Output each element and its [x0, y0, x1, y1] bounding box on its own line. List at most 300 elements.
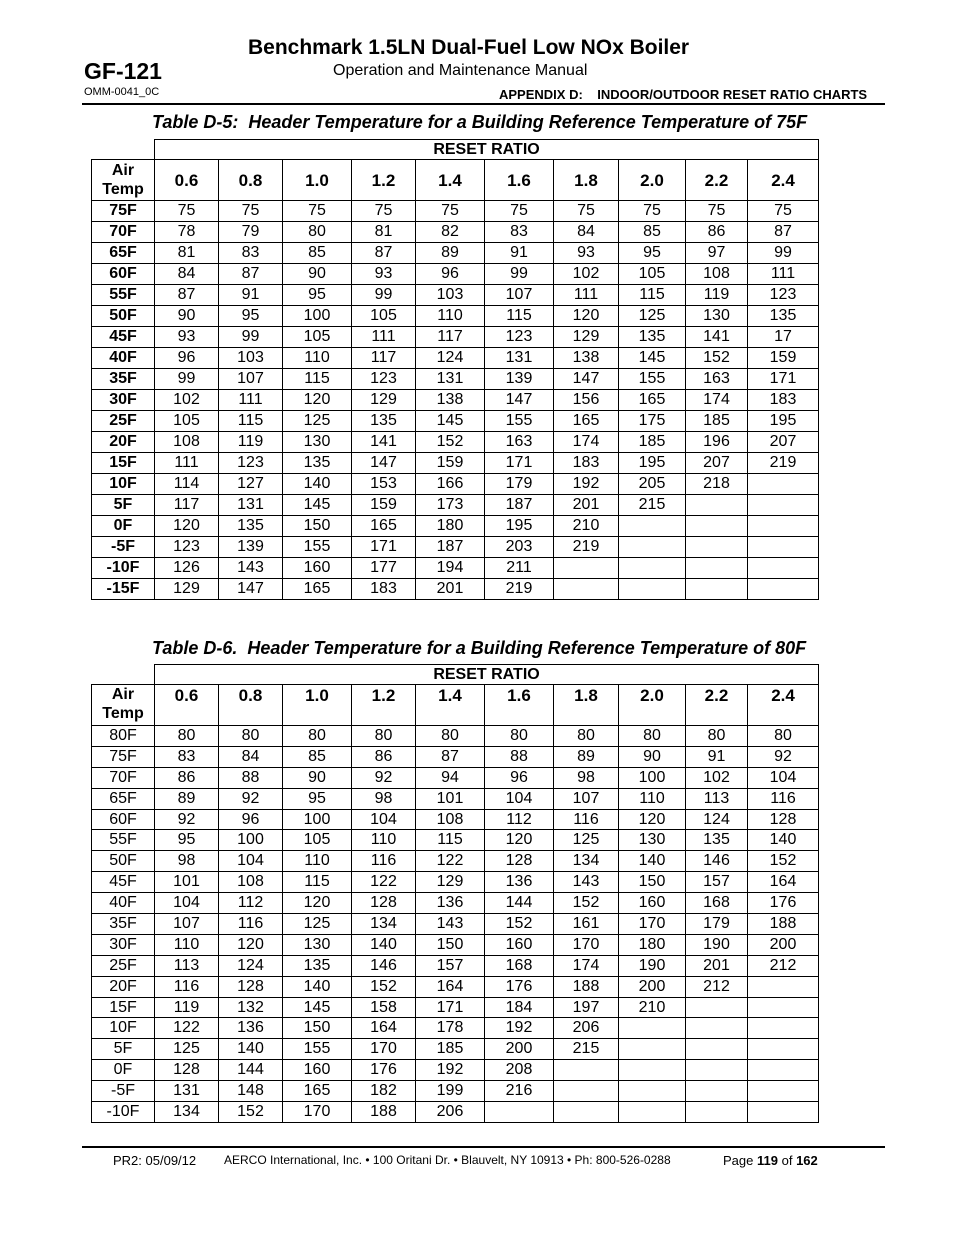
temperature-cell: 152 — [352, 976, 416, 997]
temperature-cell: 108 — [219, 872, 283, 893]
temperature-cell: 157 — [686, 872, 748, 893]
temperature-cell: 17 — [748, 327, 819, 348]
temperature-cell: 160 — [283, 558, 352, 579]
temperature-cell: 80 — [416, 726, 485, 747]
air-temp-cell: 40F — [92, 893, 155, 914]
temperature-cell — [748, 1039, 819, 1060]
temperature-cell — [748, 997, 819, 1018]
temperature-cell: 99 — [219, 327, 283, 348]
table-d5 — [91, 139, 819, 600]
table-row — [92, 934, 819, 955]
temperature-cell: 173 — [416, 495, 485, 516]
temperature-cell: 87 — [155, 285, 219, 306]
table-row — [92, 746, 819, 767]
temperature-cell: 153 — [352, 474, 416, 495]
temperature-cell: 199 — [416, 1081, 485, 1102]
air-temp-cell: 20F — [92, 432, 155, 453]
temperature-cell — [619, 558, 686, 579]
temperature-cell: 80 — [686, 726, 748, 747]
temperature-cell: 120 — [283, 893, 352, 914]
temperature-cell: 98 — [554, 767, 619, 788]
temperature-cell: 139 — [485, 369, 554, 390]
temperature-cell: 134 — [554, 851, 619, 872]
temperature-cell: 85 — [283, 746, 352, 767]
temperature-cell: 152 — [485, 914, 554, 935]
temperature-cell: 134 — [155, 1102, 219, 1123]
temperature-cell: 122 — [416, 851, 485, 872]
temperature-cell: 165 — [283, 1081, 352, 1102]
temperature-cell: 90 — [283, 767, 352, 788]
table-row — [92, 893, 819, 914]
temperature-cell: 174 — [686, 390, 748, 411]
temperature-cell: 176 — [352, 1060, 416, 1081]
temperature-cell: 145 — [416, 411, 485, 432]
temperature-cell: 82 — [416, 222, 485, 243]
air-temp-cell: 60F — [92, 264, 155, 285]
temperature-cell: 87 — [352, 243, 416, 264]
air-temp-cell: 20F — [92, 976, 155, 997]
temperature-cell: 93 — [352, 264, 416, 285]
air-temp-cell: -5F — [92, 1081, 155, 1102]
temperature-cell: 139 — [219, 537, 283, 558]
temperature-cell: 171 — [352, 537, 416, 558]
page-prefix: Page — [723, 1153, 754, 1168]
air-temp-cell: -5F — [92, 537, 155, 558]
temperature-cell: 85 — [283, 243, 352, 264]
temperature-cell — [554, 579, 619, 600]
temperature-cell: 125 — [283, 914, 352, 935]
temperature-cell: 116 — [352, 851, 416, 872]
temperature-cell: 201 — [416, 579, 485, 600]
temperature-cell: 120 — [619, 809, 686, 830]
temperature-cell: 93 — [155, 327, 219, 348]
temperature-cell: 80 — [219, 726, 283, 747]
temperature-cell: 195 — [748, 411, 819, 432]
table-row — [92, 1018, 819, 1039]
temperature-cell: 132 — [219, 997, 283, 1018]
temperature-cell: 95 — [283, 788, 352, 809]
table-row — [92, 495, 819, 516]
air-temp-cell: 40F — [92, 348, 155, 369]
temperature-cell: 180 — [619, 934, 686, 955]
temperature-cell: 135 — [283, 955, 352, 976]
air-temp-cell: 15F — [92, 997, 155, 1018]
temperature-cell: 75 — [485, 201, 554, 222]
ratio-header: 2.2 — [686, 160, 748, 201]
temperature-cell: 86 — [352, 746, 416, 767]
ratio-header: 2.4 — [748, 685, 819, 726]
temperature-cell: 124 — [416, 348, 485, 369]
temperature-cell: 105 — [352, 306, 416, 327]
temperature-cell: 93 — [554, 243, 619, 264]
air-temp-cell: 75F — [92, 201, 155, 222]
temperature-cell: 103 — [416, 285, 485, 306]
footer-page — [723, 1153, 818, 1168]
temperature-cell: 123 — [155, 537, 219, 558]
temperature-cell: 80 — [352, 726, 416, 747]
footer-address: AERCO International, Inc. • 100 Oritani Dr. • Blauvelt, NY 10913 • Ph: 800-526-0288 — [224, 1153, 671, 1167]
temperature-cell: 196 — [686, 432, 748, 453]
page-number: 119 — [757, 1153, 778, 1168]
air-temp-header: Air Temp — [92, 685, 155, 726]
temperature-cell: 129 — [155, 579, 219, 600]
temperature-cell — [619, 1018, 686, 1039]
temperature-cell: 206 — [416, 1102, 485, 1123]
temperature-cell: 92 — [748, 746, 819, 767]
temperature-cell: 75 — [283, 201, 352, 222]
table-row — [92, 872, 819, 893]
temperature-cell: 159 — [352, 495, 416, 516]
temperature-cell: 165 — [352, 516, 416, 537]
temperature-cell: 100 — [283, 306, 352, 327]
temperature-cell: 88 — [485, 746, 554, 767]
temperature-cell: 143 — [219, 558, 283, 579]
temperature-cell: 161 — [554, 914, 619, 935]
temperature-cell: 207 — [686, 453, 748, 474]
temperature-cell: 117 — [155, 495, 219, 516]
corner-cell — [92, 665, 155, 685]
temperature-cell: 120 — [485, 830, 554, 851]
temperature-cell: 115 — [283, 872, 352, 893]
temperature-cell: 120 — [554, 306, 619, 327]
air-temp-cell: 55F — [92, 285, 155, 306]
air-temp-cell: 70F — [92, 222, 155, 243]
table-row — [92, 369, 819, 390]
temperature-cell — [554, 558, 619, 579]
temperature-cell: 170 — [619, 914, 686, 935]
temperature-cell: 200 — [748, 934, 819, 955]
temperature-cell: 152 — [554, 893, 619, 914]
temperature-cell: 78 — [155, 222, 219, 243]
air-temp-cell: 0F — [92, 516, 155, 537]
temperature-cell: 119 — [219, 432, 283, 453]
temperature-cell: 80 — [283, 222, 352, 243]
table-row — [92, 516, 819, 537]
temperature-cell: 131 — [485, 348, 554, 369]
temperature-cell: 92 — [155, 809, 219, 830]
temperature-cell: 96 — [155, 348, 219, 369]
table-row — [92, 390, 819, 411]
temperature-cell: 159 — [416, 453, 485, 474]
temperature-cell: 124 — [686, 809, 748, 830]
temperature-cell: 115 — [416, 830, 485, 851]
temperature-cell: 205 — [619, 474, 686, 495]
air-temp-cell: 30F — [92, 390, 155, 411]
temperature-cell: 101 — [416, 788, 485, 809]
temperature-cell: 75 — [619, 201, 686, 222]
temperature-cell: 128 — [155, 1060, 219, 1081]
temperature-cell: 147 — [352, 453, 416, 474]
temperature-cell: 130 — [619, 830, 686, 851]
temperature-cell: 111 — [554, 285, 619, 306]
temperature-cell: 117 — [352, 348, 416, 369]
temperature-cell: 138 — [554, 348, 619, 369]
temperature-cell: 190 — [686, 934, 748, 955]
temperature-cell: 90 — [283, 264, 352, 285]
temperature-cell: 135 — [748, 306, 819, 327]
temperature-cell: 104 — [748, 767, 819, 788]
temperature-cell: 100 — [619, 767, 686, 788]
temperature-cell: 99 — [485, 264, 554, 285]
appendix-heading: APPENDIX D: INDOOR/OUTDOOR RESET RATIO CHARTS — [499, 87, 868, 102]
table-row — [92, 537, 819, 558]
temperature-cell — [748, 474, 819, 495]
temperature-cell: 190 — [619, 955, 686, 976]
temperature-cell: 197 — [554, 997, 619, 1018]
table-row — [92, 851, 819, 872]
temperature-cell — [686, 579, 748, 600]
temperature-cell: 131 — [219, 495, 283, 516]
table-row — [92, 327, 819, 348]
temperature-cell: 155 — [283, 537, 352, 558]
air-temp-cell: 15F — [92, 453, 155, 474]
page-total: 162 — [796, 1153, 818, 1168]
temperature-cell: 112 — [485, 809, 554, 830]
temperature-cell: 218 — [686, 474, 748, 495]
temperature-cell: 212 — [748, 955, 819, 976]
temperature-cell: 102 — [554, 264, 619, 285]
temperature-cell: 152 — [416, 432, 485, 453]
temperature-cell: 179 — [686, 914, 748, 935]
temperature-cell: 80 — [283, 726, 352, 747]
table-row — [92, 348, 819, 369]
temperature-cell: 152 — [686, 348, 748, 369]
temperature-cell: 129 — [554, 327, 619, 348]
temperature-cell: 104 — [155, 893, 219, 914]
temperature-cell: 171 — [485, 453, 554, 474]
ratio-header: 1.0 — [283, 685, 352, 726]
temperature-cell: 116 — [554, 809, 619, 830]
reset-ratio-header: RESET RATIO — [155, 140, 819, 160]
temperature-cell: 145 — [619, 348, 686, 369]
temperature-cell: 182 — [352, 1081, 416, 1102]
air-temp-cell: 75F — [92, 746, 155, 767]
temperature-cell: 131 — [155, 1081, 219, 1102]
temperature-cell: 110 — [283, 348, 352, 369]
temperature-cell: 80 — [619, 726, 686, 747]
temperature-cell: 187 — [485, 495, 554, 516]
temperature-cell: 102 — [686, 767, 748, 788]
temperature-cell — [748, 1102, 819, 1123]
temperature-cell: 116 — [155, 976, 219, 997]
temperature-cell: 188 — [748, 914, 819, 935]
temperature-cell: 115 — [283, 369, 352, 390]
temperature-cell: 113 — [686, 788, 748, 809]
temperature-cell: 83 — [219, 243, 283, 264]
temperature-cell: 131 — [416, 369, 485, 390]
temperature-cell: 107 — [554, 788, 619, 809]
footer-rule — [82, 1146, 885, 1148]
temperature-cell: 130 — [686, 306, 748, 327]
temperature-cell: 200 — [485, 1039, 554, 1060]
air-temp-cell: 10F — [92, 474, 155, 495]
temperature-cell: 155 — [619, 369, 686, 390]
temperature-cell: 219 — [748, 453, 819, 474]
temperature-cell: 113 — [155, 955, 219, 976]
temperature-cell: 219 — [554, 537, 619, 558]
temperature-cell: 120 — [283, 390, 352, 411]
temperature-cell: 174 — [554, 432, 619, 453]
temperature-cell: 129 — [416, 872, 485, 893]
temperature-cell: 201 — [554, 495, 619, 516]
ratio-header: 1.2 — [352, 160, 416, 201]
temperature-cell: 75 — [352, 201, 416, 222]
temperature-cell: 120 — [219, 934, 283, 955]
temperature-cell: 168 — [485, 955, 554, 976]
temperature-cell: 140 — [283, 474, 352, 495]
temperature-cell: 147 — [554, 369, 619, 390]
temperature-cell: 188 — [352, 1102, 416, 1123]
reset-ratio-header: RESET RATIO — [155, 665, 819, 685]
temperature-cell: 144 — [219, 1060, 283, 1081]
temperature-cell: 107 — [219, 369, 283, 390]
ratio-header: 2.4 — [748, 160, 819, 201]
temperature-cell: 104 — [352, 809, 416, 830]
temperature-cell: 171 — [416, 997, 485, 1018]
temperature-cell: 107 — [155, 914, 219, 935]
temperature-cell: 85 — [619, 222, 686, 243]
corner-cell — [92, 140, 155, 160]
temperature-cell: 90 — [155, 306, 219, 327]
temperature-cell: 101 — [155, 872, 219, 893]
temperature-cell: 110 — [283, 851, 352, 872]
ratio-header: 1.4 — [416, 685, 485, 726]
temperature-cell: 81 — [155, 243, 219, 264]
temperature-cell: 203 — [485, 537, 554, 558]
temperature-cell: 96 — [416, 264, 485, 285]
temperature-cell: 111 — [155, 453, 219, 474]
air-temp-cell: 50F — [92, 851, 155, 872]
temperature-cell: 160 — [283, 1060, 352, 1081]
temperature-cell: 140 — [619, 851, 686, 872]
temperature-cell: 100 — [219, 830, 283, 851]
temperature-cell: 125 — [619, 306, 686, 327]
temperature-cell: 215 — [619, 495, 686, 516]
table-row — [92, 306, 819, 327]
temperature-cell: 99 — [352, 285, 416, 306]
temperature-cell: 192 — [416, 1060, 485, 1081]
temperature-cell: 95 — [155, 830, 219, 851]
ratio-header: 2.0 — [619, 160, 686, 201]
temperature-cell: 111 — [352, 327, 416, 348]
ratio-header: 0.8 — [219, 685, 283, 726]
ratio-header: 0.6 — [155, 160, 219, 201]
table-row — [92, 726, 819, 747]
air-temp-cell: 5F — [92, 1039, 155, 1060]
temperature-cell: 128 — [748, 809, 819, 830]
temperature-cell — [554, 1102, 619, 1123]
ratio-header: 1.8 — [554, 685, 619, 726]
temperature-cell: 215 — [554, 1039, 619, 1060]
temperature-cell: 81 — [352, 222, 416, 243]
temperature-cell: 176 — [485, 976, 554, 997]
temperature-cell: 185 — [686, 411, 748, 432]
temperature-cell: 129 — [352, 390, 416, 411]
temperature-cell: 80 — [554, 726, 619, 747]
table-row — [92, 243, 819, 264]
temperature-cell: 150 — [619, 872, 686, 893]
document-title: Benchmark 1.5LN Dual-Fuel Low NOx Boiler — [248, 36, 690, 59]
temperature-cell: 110 — [619, 788, 686, 809]
air-temp-cell: 35F — [92, 914, 155, 935]
air-temp-cell: 50F — [92, 306, 155, 327]
temperature-cell: 164 — [748, 872, 819, 893]
temperature-cell: 91 — [219, 285, 283, 306]
temperature-cell: 170 — [352, 1039, 416, 1060]
temperature-cell: 141 — [686, 327, 748, 348]
temperature-cell: 171 — [748, 369, 819, 390]
temperature-cell: 94 — [416, 767, 485, 788]
temperature-cell: 84 — [219, 746, 283, 767]
temperature-cell — [619, 537, 686, 558]
temperature-cell: 192 — [554, 474, 619, 495]
temperature-cell: 206 — [554, 1018, 619, 1039]
air-temp-cell: -15F — [92, 579, 155, 600]
temperature-cell: 107 — [485, 285, 554, 306]
temperature-cell: 195 — [619, 453, 686, 474]
temperature-cell: 185 — [416, 1039, 485, 1060]
temperature-cell — [748, 976, 819, 997]
temperature-cell — [554, 1060, 619, 1081]
temperature-cell: 119 — [155, 997, 219, 1018]
ratio-header: 0.6 — [155, 685, 219, 726]
ratio-header: 1.4 — [416, 160, 485, 201]
ratio-header: 2.2 — [686, 685, 748, 726]
table-row — [92, 474, 819, 495]
table-row — [92, 411, 819, 432]
temperature-cell: 146 — [686, 851, 748, 872]
temperature-cell: 192 — [485, 1018, 554, 1039]
temperature-cell — [686, 516, 748, 537]
temperature-cell: 92 — [219, 788, 283, 809]
table-row — [92, 264, 819, 285]
table-row — [92, 579, 819, 600]
ratio-header: 0.8 — [219, 160, 283, 201]
temperature-cell: 130 — [283, 432, 352, 453]
temperature-cell: 86 — [686, 222, 748, 243]
table-row — [92, 1081, 819, 1102]
temperature-cell: 95 — [619, 243, 686, 264]
temperature-cell: 143 — [554, 872, 619, 893]
table-d5-caption: Table D-5: Header Temperature for a Building Reference Temperature of 75F — [152, 112, 808, 132]
temperature-cell: 75 — [554, 201, 619, 222]
temperature-cell — [686, 558, 748, 579]
temperature-cell: 105 — [283, 327, 352, 348]
temperature-cell — [748, 516, 819, 537]
air-temp-cell: 60F — [92, 809, 155, 830]
footer-revision: PR2: 05/09/12 — [113, 1153, 197, 1168]
temperature-cell: 165 — [554, 411, 619, 432]
document-subtitle: Operation and Maintenance Manual — [333, 62, 588, 79]
temperature-cell: 105 — [155, 411, 219, 432]
temperature-cell: 185 — [619, 432, 686, 453]
temperature-cell: 125 — [283, 411, 352, 432]
temperature-cell: 160 — [619, 893, 686, 914]
temperature-cell: 120 — [155, 516, 219, 537]
temperature-cell: 97 — [686, 243, 748, 264]
temperature-cell: 176 — [748, 893, 819, 914]
temperature-cell: 110 — [155, 934, 219, 955]
temperature-cell: 152 — [219, 1102, 283, 1123]
temperature-cell — [686, 997, 748, 1018]
temperature-cell: 116 — [219, 914, 283, 935]
temperature-cell: 105 — [619, 264, 686, 285]
temperature-cell — [748, 579, 819, 600]
temperature-cell: 105 — [283, 830, 352, 851]
temperature-cell: 156 — [554, 390, 619, 411]
temperature-cell: 207 — [748, 432, 819, 453]
temperature-cell: 188 — [554, 976, 619, 997]
